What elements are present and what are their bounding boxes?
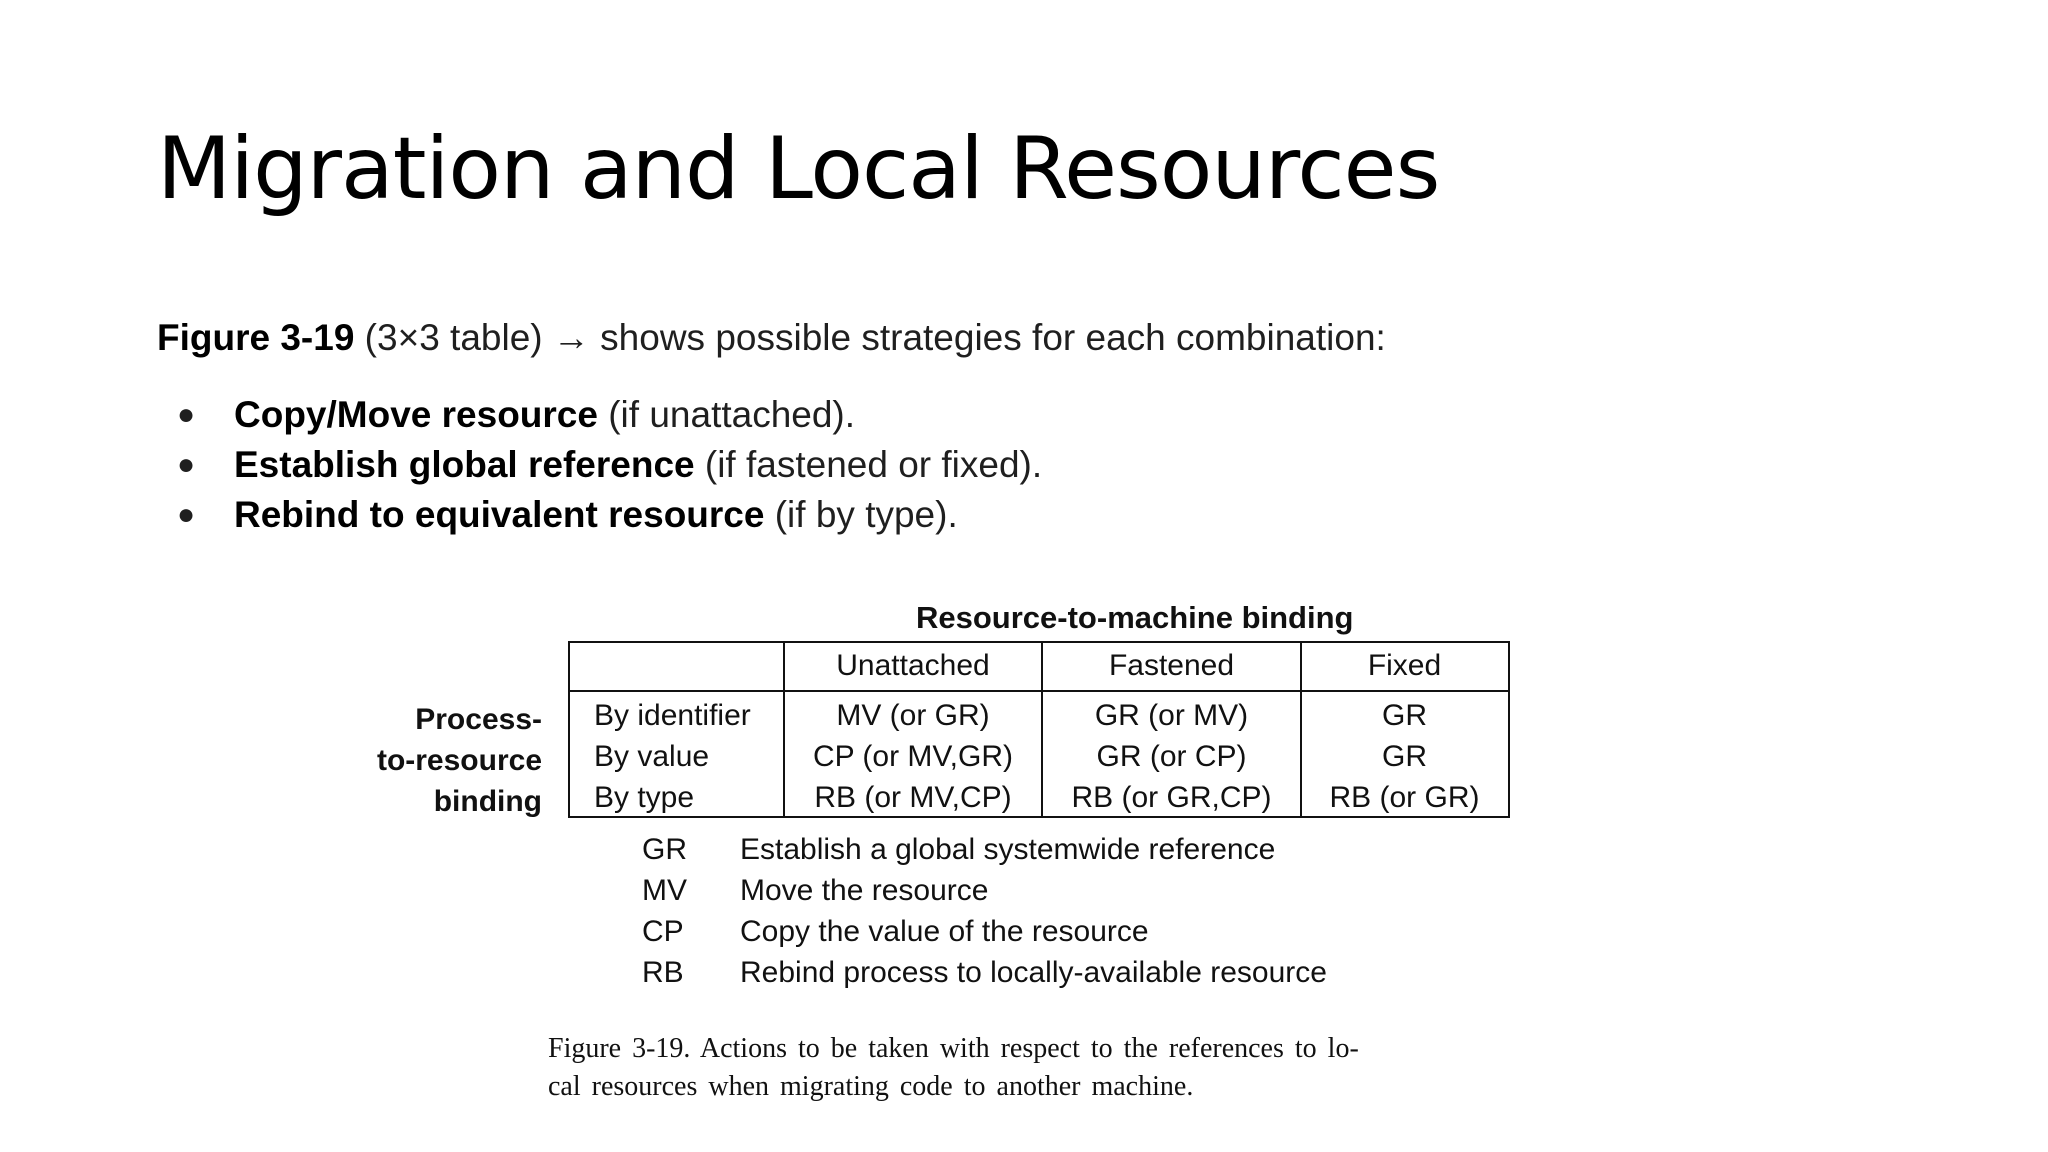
intro-text <box>157 316 1386 360</box>
table-column-group-header: Resource-to-machine binding <box>916 600 1354 635</box>
list-item <box>157 490 1042 540</box>
list-item-text: (if by type). <box>764 494 958 535</box>
row-group-label-line-1: Process- <box>415 703 542 736</box>
bullet-icon: ● <box>177 448 196 481</box>
table-cell: GR <box>1382 699 1427 732</box>
table-cell: CP (or MV,GR) <box>812 740 1014 773</box>
table-cell: RB (or GR) <box>1329 781 1480 814</box>
legend-abbr-rb: RB <box>642 956 684 989</box>
column-header-fixed: Fixed <box>1367 649 1442 682</box>
legend-desc-gr: Establish a global systemwide reference <box>740 833 1276 866</box>
list-item <box>157 440 1042 490</box>
list-item-text: (if fastened or fixed). <box>694 444 1043 485</box>
legend-desc-cp: Copy the value of the resource <box>740 915 1149 948</box>
figure-caption-line-2: cal resources when migrating code to another machine. <box>548 1071 1194 1102</box>
strategy-table <box>568 641 1510 818</box>
intro-description: (3×3 table) → shows possible strategies for each combination: <box>354 317 1386 358</box>
slide-title: Migration and Local Resources <box>157 119 1440 219</box>
strategy-list <box>157 390 1042 540</box>
row-group-label-line-2: to-resource <box>376 744 542 777</box>
figure-caption <box>548 1030 1359 1106</box>
column-header-unattached: Unattached <box>836 649 990 682</box>
intro-figure-ref: Figure 3-19 <box>157 317 355 358</box>
legend-abbr-gr: GR <box>642 833 687 866</box>
column-header-fastened: Fastened <box>1108 649 1235 682</box>
table-cell: GR <box>1382 740 1427 773</box>
figure-caption-line-1: Figure 3-19. Actions to be taken with respect to the references to lo- <box>548 1033 1359 1064</box>
table-cell: GR (or MV) <box>1094 699 1249 732</box>
row-label-by-value: By value <box>594 740 710 773</box>
list-item-bold: Copy/Move resource <box>234 394 598 435</box>
row-label-by-type: By type <box>594 781 695 814</box>
row-group-label-line-3: binding <box>433 785 542 818</box>
bullet-icon: ● <box>177 398 196 431</box>
legend-abbr-mv: MV <box>642 874 687 907</box>
bullet-icon: ● <box>177 498 196 531</box>
figure-3-19 <box>360 590 1510 1120</box>
table-cell: GR (or CP) <box>1096 740 1247 773</box>
legend-desc-mv: Move the resource <box>740 874 989 907</box>
legend-desc-rb: Rebind process to locally-available resource <box>740 956 1327 989</box>
table-cell: MV (or GR) <box>836 699 990 732</box>
list-item <box>157 390 1042 440</box>
table-cell: RB (or MV,CP) <box>814 781 1012 814</box>
table-divider <box>570 690 1508 692</box>
list-item-text: (if unattached). <box>597 394 856 435</box>
row-label-by-identifier: By identifier <box>594 699 751 732</box>
table-cell: RB (or GR,CP) <box>1071 781 1272 814</box>
list-item-bold: Rebind to equivalent resource <box>234 494 765 535</box>
list-item-bold: Establish global reference <box>234 444 695 485</box>
legend-abbr-cp: CP <box>642 915 684 948</box>
